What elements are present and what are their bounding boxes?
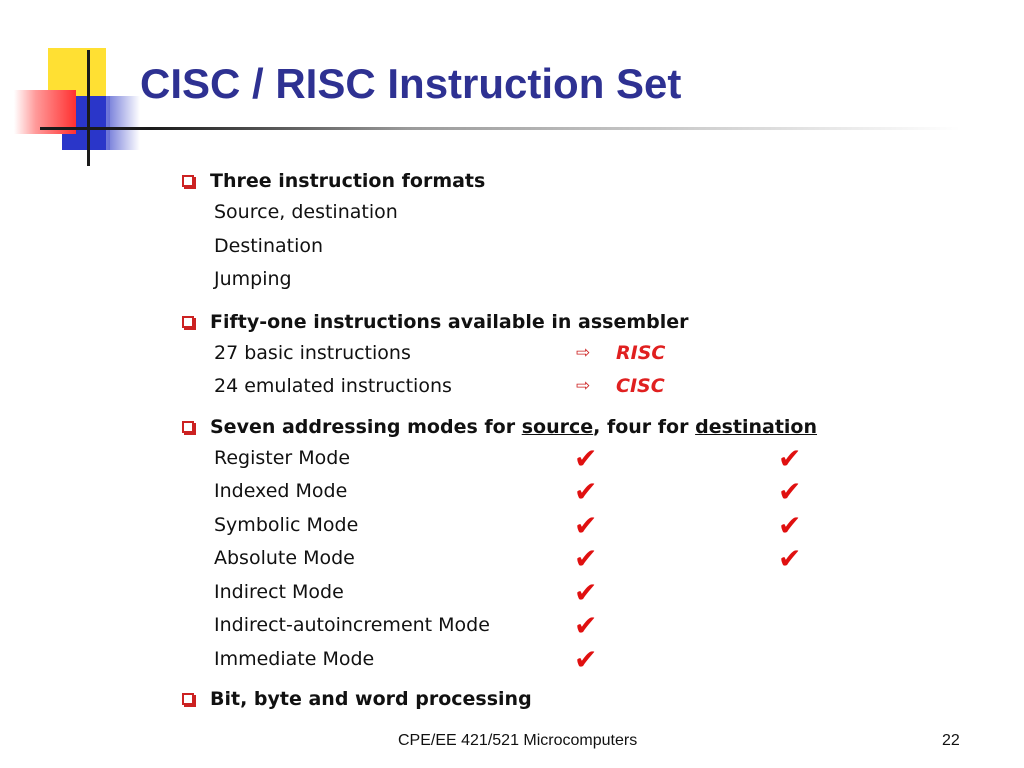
list-item (176, 337, 956, 371)
format-label: Source, destination (214, 201, 398, 223)
page-number: 22 (942, 732, 960, 749)
bullet-box-icon (182, 316, 194, 328)
architecture-tag-cisc: CISC (616, 375, 665, 397)
addressing-mode-row (176, 542, 956, 576)
destination-check-icon: ✔ (778, 508, 802, 542)
addressing-mode-row (176, 509, 956, 543)
slide-body (176, 166, 956, 714)
source-check-icon: ✔ (574, 575, 598, 609)
bullet-instruction-count (176, 307, 956, 337)
instruction-group-label: 24 emulated instructions (214, 375, 452, 397)
source-check-icon: ✔ (574, 441, 598, 475)
bullet-label-part: , four for (593, 415, 696, 438)
destination-check-icon: ✔ (778, 441, 802, 475)
destination-underlined: destination (695, 415, 818, 438)
architecture-tag-risc: RISC (616, 341, 666, 364)
addressing-mode-row (176, 576, 956, 610)
addressing-mode-name: Register Mode (214, 446, 351, 469)
source-check-icon: ✔ (574, 542, 598, 575)
addressing-mode-row (176, 609, 956, 643)
destination-check-icon: ✔ (778, 475, 802, 508)
addressing-mode-name: Symbolic Mode (214, 513, 359, 536)
addressing-mode-row (176, 442, 956, 476)
addressing-mode-name: Indirect-autoincrement Mode (214, 614, 490, 636)
bullet-instruction-formats (176, 166, 956, 196)
source-check-icon: ✔ (574, 609, 598, 642)
list-item (176, 230, 956, 264)
addressing-mode-name: Indirect Mode (214, 580, 344, 603)
bullet-label-part: Seven addressing modes for (210, 415, 522, 438)
footer-course: CPE/EE 421/521 Microcomputers (398, 732, 638, 749)
source-underlined: source (521, 415, 594, 438)
bullet-bit-byte-word (176, 684, 956, 714)
title-divider-line (40, 127, 960, 130)
addressing-mode-row (176, 475, 956, 509)
bullet-addressing-modes (176, 412, 956, 442)
list-item (176, 196, 956, 230)
bullet-label: Fifty-one instructions available in assembler (210, 310, 689, 333)
bullet-box-icon (182, 175, 194, 187)
addressing-mode-list (176, 442, 956, 677)
decor-blue-fade (106, 96, 140, 150)
instruction-group-label: 27 basic instructions (214, 341, 411, 364)
bullet-label: Bit, byte and word processing (210, 688, 532, 710)
addressing-mode-name: Immediate Mode (214, 647, 375, 670)
format-label: Jumping (214, 268, 292, 290)
arrow-right-icon: ⇨ (576, 342, 591, 363)
slide-title: CISC / RISC Instruction Set (140, 60, 682, 107)
source-check-icon: ✔ (574, 642, 598, 676)
addressing-mode-row (176, 643, 956, 677)
list-item (176, 263, 956, 297)
source-check-icon: ✔ (574, 475, 598, 508)
format-label: Destination (214, 234, 324, 257)
addressing-mode-name: Absolute Mode (214, 547, 355, 569)
arrow-right-icon: ⇨ (576, 376, 591, 396)
destination-check-icon: ✔ (778, 542, 802, 575)
list-item (176, 370, 956, 404)
decor-vertical-line (87, 50, 90, 166)
bullet-box-icon (182, 693, 194, 705)
bullet-label: Three instruction formats (210, 170, 486, 192)
bullet-box-icon (182, 421, 194, 433)
addressing-mode-name: Indexed Mode (214, 480, 348, 502)
source-check-icon: ✔ (574, 508, 598, 542)
